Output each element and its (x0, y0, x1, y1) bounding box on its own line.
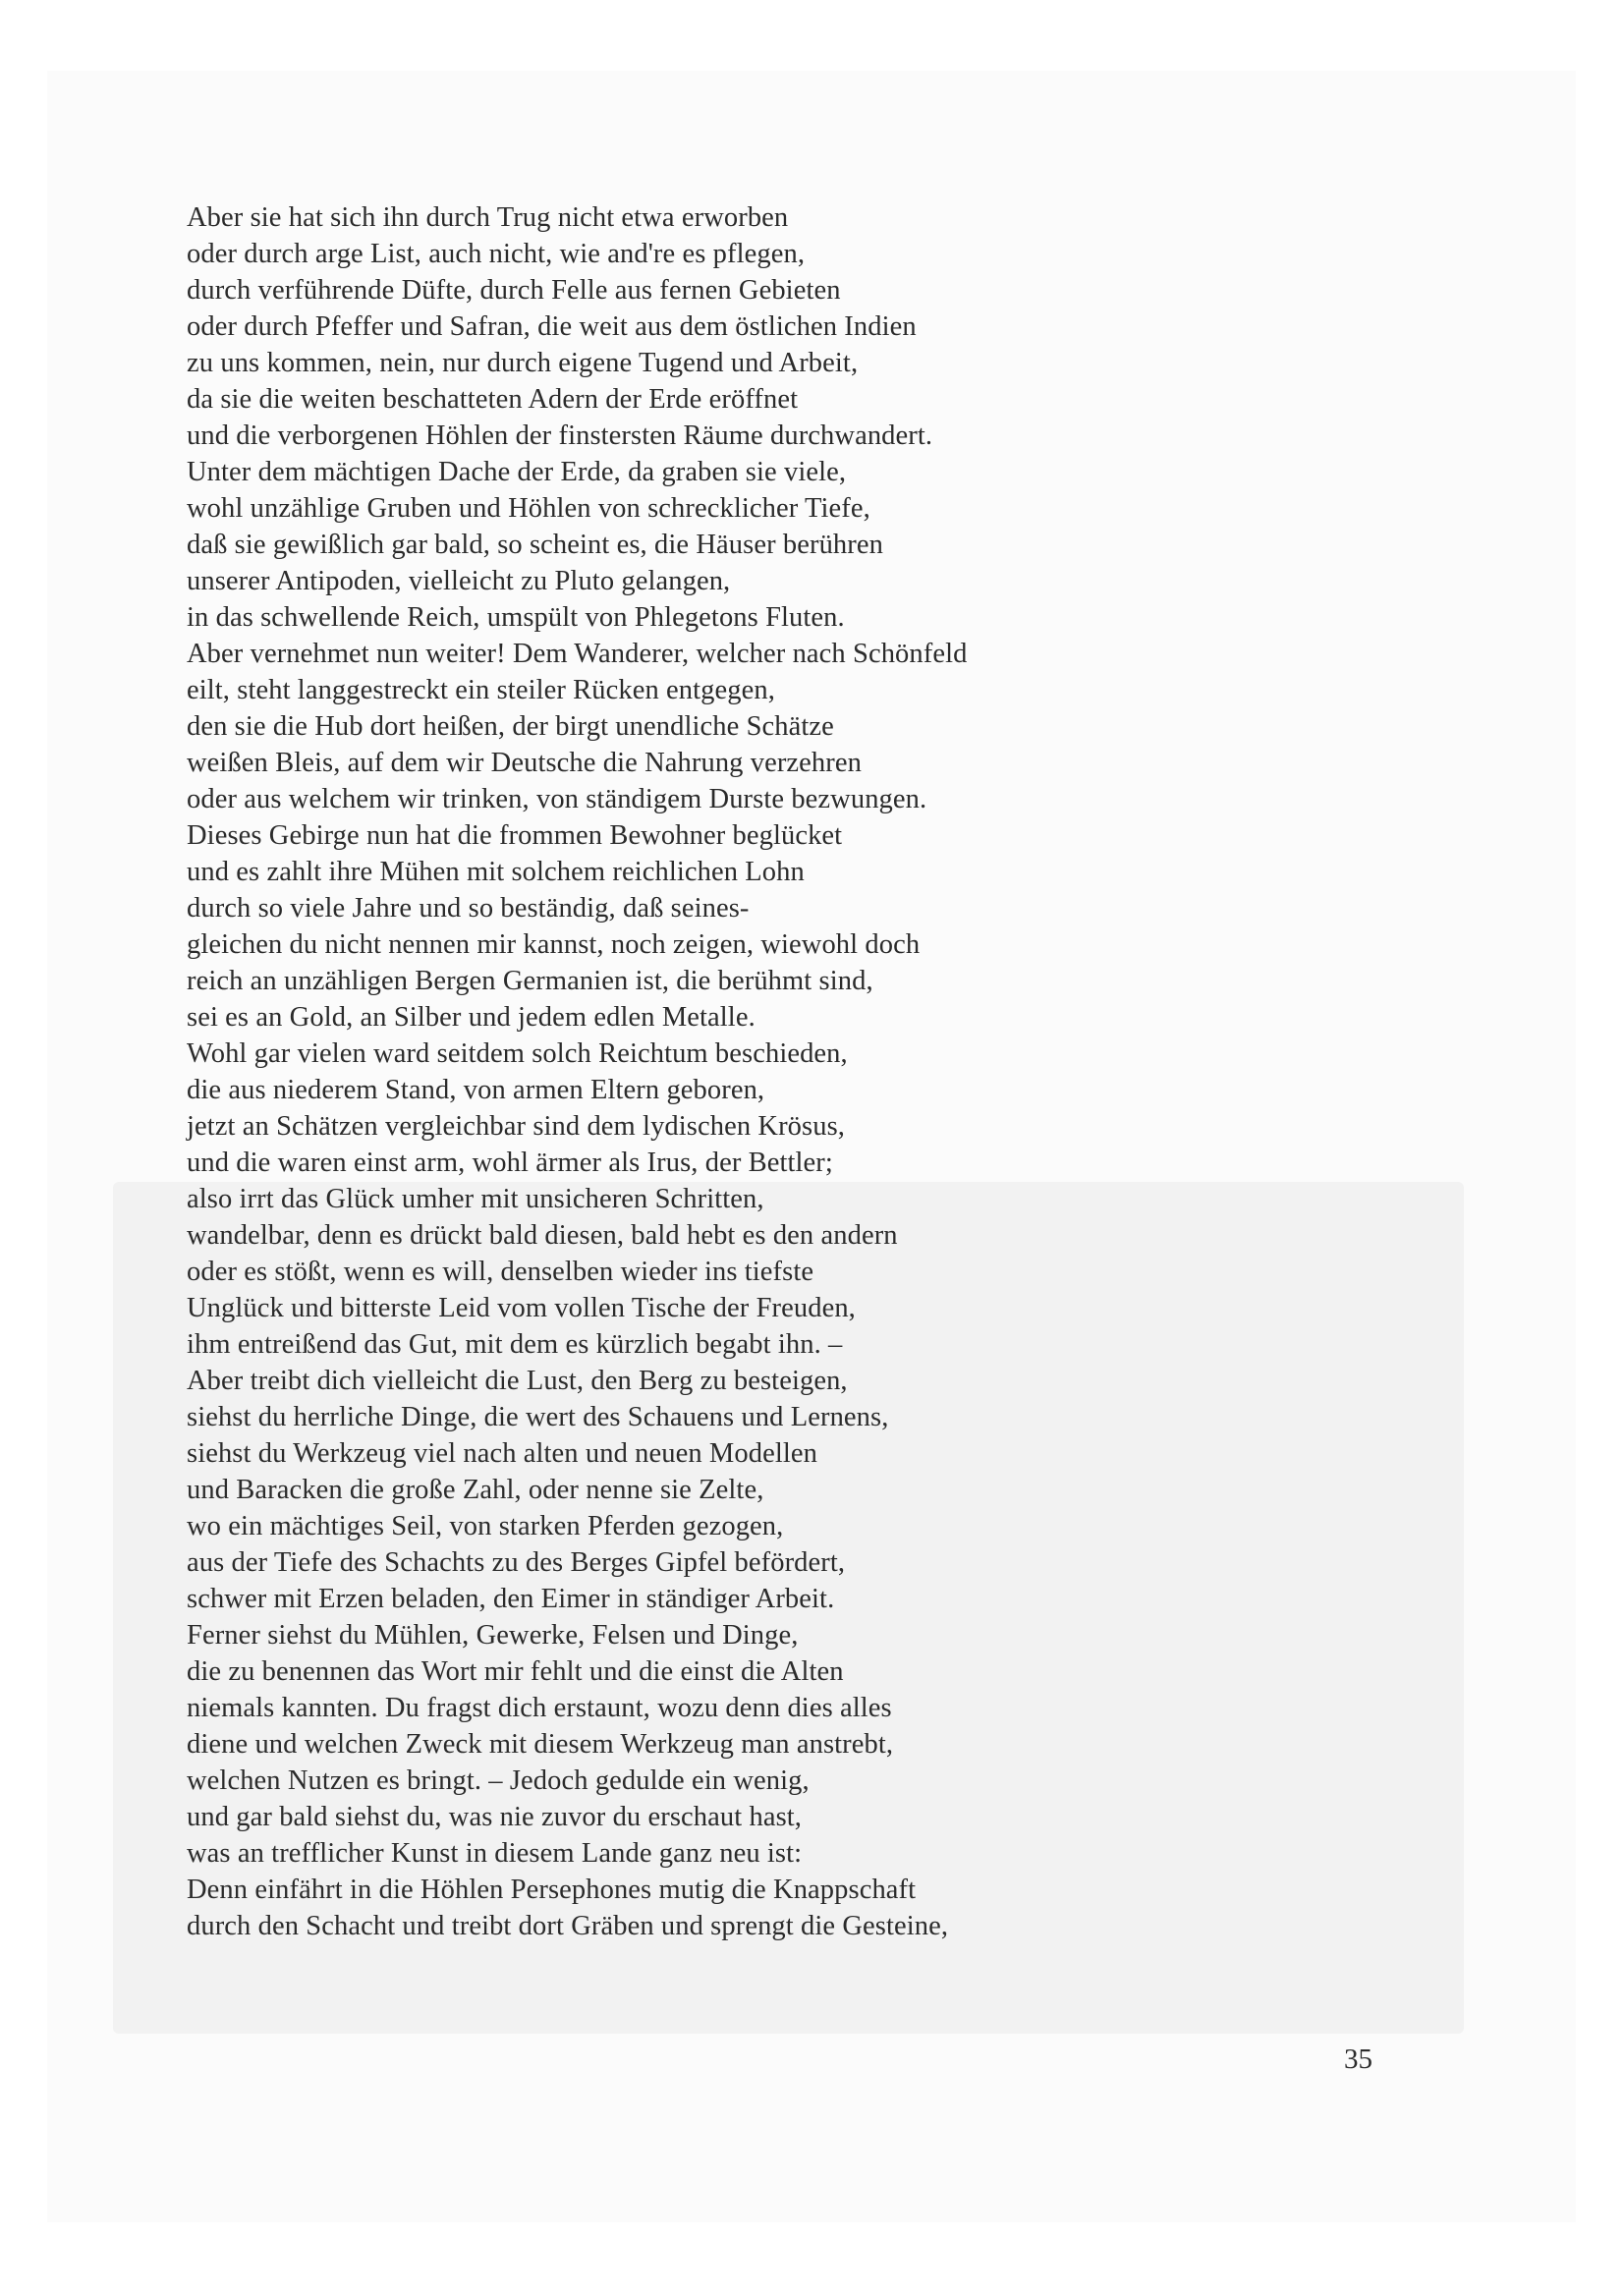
verse-line: also irrt das Glück umher mit unsicheren Schritten, (187, 1184, 764, 1214)
verse-line: was an trefflicher Kunst in diesem Lande ganz neu ist: (187, 1838, 803, 1869)
verse-line: Aber treibt dich vielleicht die Lust, den Berg zu besteigen, (187, 1366, 848, 1396)
verse-line: gleichen du nicht nennen mir kannst, noch zeigen, wiewohl doch (187, 929, 921, 960)
verse-line: oder aus welchem wir trinken, von ständigem Durste bezwungen. (187, 784, 927, 814)
verse-line: wohl unzählige Gruben und Höhlen von schrecklicher Tiefe, (187, 493, 870, 524)
verse-line: Ferner siehst du Mühlen, Gewerke, Felsen und Dinge, (187, 1620, 799, 1651)
verse-line: Dieses Gebirge nun hat die frommen Bewohner beglücket (187, 820, 843, 851)
verse-line: und die waren einst arm, wohl ärmer als Irus, der Bettler; (187, 1148, 833, 1178)
verse-line: oder durch Pfeffer und Safran, die weit aus dem östlichen Indien (187, 311, 917, 342)
verse-line: wo ein mächtiges Seil, von starken Pferden gezogen, (187, 1511, 784, 1541)
verse-line: aus der Tiefe des Schachts zu des Berges Gipfel befördert, (187, 1547, 846, 1578)
verse-line: durch verführende Düfte, durch Felle aus fernen Gebieten (187, 275, 841, 306)
verse-line: Aber sie hat sich ihn durch Trug nicht etwa erworben (187, 202, 789, 233)
verse-line: Denn einfährt in die Höhlen Persephones mutig die Knappschaft (187, 1875, 917, 1905)
verse-line: und die verborgenen Höhlen der finstersten Räume durchwandert. (187, 420, 933, 451)
verse-line: unserer Antipoden, vielleicht zu Pluto gelangen, (187, 566, 731, 596)
verse-line: oder durch arge List, auch nicht, wie and're es pflegen, (187, 239, 806, 269)
verse-line: durch den Schacht und treibt dort Gräben und sprengt die Gesteine, (187, 1911, 949, 1941)
verse-line: siehst du Werkzeug viel nach alten und neuen Modellen (187, 1438, 817, 1469)
verse-line: schwer mit Erzen beladen, den Eimer in ständiger Arbeit. (187, 1584, 835, 1614)
verse-line: oder es stößt, wenn es will, denselben wieder ins tiefste (187, 1257, 814, 1287)
verse-line: Aber vernehmet nun weiter! Dem Wanderer, welcher nach Schönfeld (187, 639, 968, 669)
verse-line: Unglück und bitterste Leid vom vollen Tische der Freuden, (187, 1293, 856, 1323)
verse-line: die aus niederem Stand, von armen Eltern geboren, (187, 1075, 765, 1105)
verse-line: die zu benennen das Wort mir fehlt und die einst die Alten (187, 1656, 844, 1687)
verse-line: diene und welchen Zweck mit diesem Werkzeug man anstrebt, (187, 1729, 894, 1760)
verse-line: Unter dem mächtigen Dache der Erde, da graben sie viele, (187, 457, 847, 487)
verse-line: den sie die Hub dort heißen, der birgt unendliche Schätze (187, 711, 834, 742)
verse-line: da sie die weiten beschatteten Adern der Erde eröffnet (187, 384, 799, 415)
verse-line: jetzt an Schätzen vergleichbar sind dem lydischen Krösus, (187, 1111, 845, 1142)
verse-line: reich an unzähligen Bergen Germanien ist, die berühmt sind, (187, 966, 873, 996)
verse-line: zu uns kommen, nein, nur durch eigene Tugend und Arbeit, (187, 348, 859, 378)
verse-line: weißen Bleis, auf dem wir Deutsche die Nahrung verzehren (187, 748, 862, 778)
verse-line: in das schwellende Reich, umspült von Phlegetons Fluten. (187, 602, 845, 633)
page-number: 35 (1344, 2044, 1372, 2075)
verse-line: und es zahlt ihre Mühen mit solchem reichlichen Lohn (187, 857, 805, 887)
verse-line: eilt, steht langgestreckt ein steiler Rücken entgegen, (187, 675, 775, 705)
verse-line: sei es an Gold, an Silber und jedem edlen Metalle. (187, 1002, 756, 1033)
poem-text (187, 199, 1366, 1944)
verse-line: welchen Nutzen es bringt. – Jedoch gedulde ein wenig, (187, 1765, 810, 1796)
verse-line: niemals kannten. Du fragst dich erstaunt, wozu denn dies alles (187, 1693, 892, 1723)
verse-line: siehst du herrliche Dinge, die wert des Schauens und Lernens, (187, 1402, 889, 1432)
verse-line: und gar bald siehst du, was nie zuvor du erschaut hast, (187, 1802, 803, 1832)
verse-line: daß sie gewißlich gar bald, so scheint es, die Häuser berühren (187, 530, 883, 560)
verse-line: durch so viele Jahre und so beständig, daß seines- (187, 893, 750, 924)
verse-line: Wohl gar vielen ward seitdem solch Reichtum beschieden, (187, 1038, 848, 1069)
verse-line: ihm entreißend das Gut, mit dem es kürzlich begabt ihn. – (187, 1329, 843, 1360)
verse-line: und Baracken die große Zahl, oder nenne sie Zelte, (187, 1475, 764, 1505)
verse-line: wandelbar, denn es drückt bald diesen, bald hebt es den andern (187, 1220, 898, 1251)
